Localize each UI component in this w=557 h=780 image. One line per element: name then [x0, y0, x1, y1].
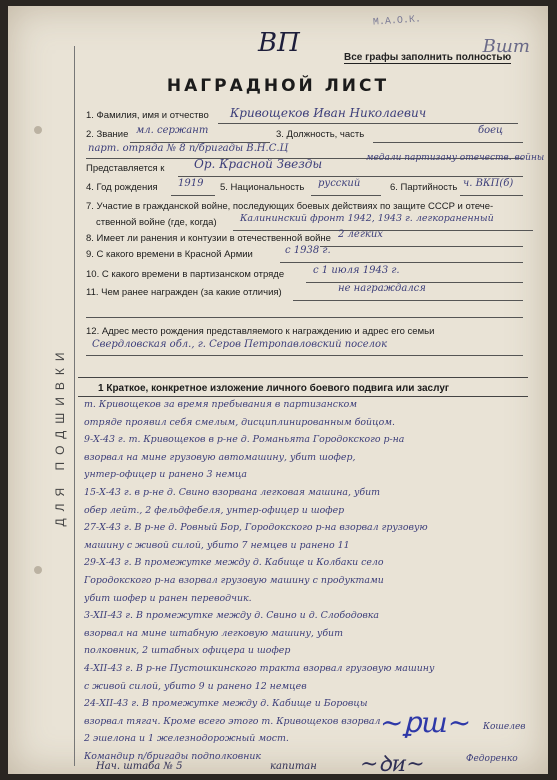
- field-12-line: [86, 355, 523, 356]
- field-10-label: 10. С какого времени в партизанском отряде: [86, 269, 285, 280]
- corner-code: Вшт: [482, 36, 530, 57]
- narrative-line: 2 эшелона и 1 железнодорожный мост.: [84, 733, 289, 745]
- narrative-line: 24-ХII-43 г. В промежутке между д. Кабище и Боровцы: [84, 698, 368, 710]
- commander-name: Кошелев: [483, 722, 526, 732]
- narrative-line: Городокского р-на взорвал грузовую машину с продуктами: [84, 574, 384, 586]
- present-label: Представляется к: [86, 163, 165, 174]
- document-title: НАГРАДНОЙ ЛИСТ: [166, 76, 390, 96]
- narrative-line: 3-ХII-43 г. В промежутке между д. Свино и д. Слободовка: [84, 610, 379, 622]
- field-5-value: русский: [318, 178, 361, 189]
- field-10-value: с 1 июля 1943 г.: [313, 265, 400, 276]
- field-6-value: ч. ВКП(б): [463, 178, 514, 189]
- narrative-line: 15-Х-43 г. в р-не д. Свино взорвана легковая машина, убит: [84, 486, 381, 498]
- field-3-line: [373, 142, 523, 143]
- narrative-line: унтер-офицер и ранено 3 немца: [84, 469, 248, 481]
- stamp-vii: ВП: [258, 28, 300, 58]
- binding-margin-line: [74, 46, 75, 766]
- field-6-label: 6. Партийность: [390, 182, 458, 193]
- narrative-line: 27-Х-43 г. В р-не д. Ровный Бор, Городокского р-на взорвал грузовую: [84, 522, 428, 534]
- present-value-2: медали партизану отечеств. войны: [366, 153, 545, 163]
- commander-signature: ~ꝑш~: [380, 706, 472, 739]
- field-11-label: 11. Чем ранее награжден (за какие отличия): [86, 287, 282, 298]
- field-11-line: [293, 300, 523, 301]
- narrative-line: убит шофер и ранен переводчик.: [84, 592, 252, 604]
- field-11-line2: [86, 317, 523, 318]
- narrative-line: обер лейт., 2 фельдфебеля, унтер-офицер и шофер: [84, 504, 345, 516]
- field-7-value: Калининский фронт 1942, 1943 г. легкораненный: [240, 213, 494, 224]
- field-5-label: 5. Национальность: [220, 182, 305, 193]
- field-12-label: 12. Адрес место рождения представляемого к награждению и адрес его семьи: [86, 326, 435, 337]
- field-9-value: с 1938 г.: [285, 245, 331, 256]
- field-7-label: 7. Участие в гражданской войне, последующих боевых действиях по защите СССР и отече-: [86, 201, 494, 212]
- chief-name: Федоренко: [466, 754, 518, 764]
- award-sheet: [8, 6, 548, 774]
- chief-signature: ~ꝺᴎ~: [360, 752, 425, 774]
- narrative-line: 9-Х-43 г. т. Кривощеков в р-не д. Романьята Городокского р-на: [84, 434, 405, 446]
- field-7-label-b: ственной войне (где, когда): [96, 217, 217, 228]
- field-1-label: 1. Фамилия, имя и отчество: [86, 110, 209, 121]
- chief-of-staff-rank: капитан: [270, 761, 317, 772]
- fill-all-warning: Все графы заполнить полностью: [344, 52, 512, 63]
- field-7-line: [233, 230, 533, 231]
- field-6-line: [460, 195, 523, 196]
- field-9-line: [280, 262, 523, 263]
- field-2-label: 2. Звание: [86, 129, 129, 140]
- narrative-line: 4-ХII-43 г. В р-не Пустошкинского тракта взорвал грузовую машину: [84, 662, 435, 674]
- chief-of-staff-label: Нач. штаба № 5: [96, 761, 183, 772]
- present-value: Ор. Красной Звезды: [194, 157, 323, 171]
- punch-hole: [34, 566, 42, 574]
- narrative-line: 29-Х-43 г. В промежутке между д. Кабище и Колбаки село: [84, 557, 384, 569]
- field-1-line: [218, 123, 518, 124]
- field-1-value: Кривощеков Иван Николаевич: [230, 106, 427, 120]
- field-3-label: 3. Должность, часть: [276, 129, 365, 140]
- field-3-value: боец: [478, 125, 504, 136]
- narrative-line: взорвал на мине грузовую автомашину, убит шофер,: [84, 451, 356, 463]
- punch-hole: [34, 126, 42, 134]
- top-stamp: М.А.О.К.: [372, 14, 422, 29]
- field-8-line: [320, 246, 523, 247]
- narrative-line: взорвал на мине штабную легковую машину, убит: [84, 627, 343, 639]
- present-line: [178, 176, 523, 177]
- section-rule-top: [78, 377, 528, 378]
- narrative-line: Командир п/бригады подполковник: [84, 750, 262, 762]
- field-4-value: 1919: [178, 178, 204, 189]
- field-11-value: не награждался: [338, 283, 426, 294]
- field-4-line: [171, 195, 215, 196]
- field-2-value: мл. сержант: [136, 125, 209, 136]
- narrative-line: взорвал тягач. Кроме всего этого т. Кривощеков взорвал: [84, 715, 381, 727]
- field-4-label: 4. Год рождения: [86, 182, 158, 193]
- section-title: 1 Краткое, конкретное изложение личного боевого подвига или заслуг: [98, 383, 450, 394]
- narrative-line: с живой силой, убито 9 и ранено 12 немцев: [84, 680, 307, 692]
- narrative-line: машину с живой силой, убито 7 немцев и ранено 11: [84, 539, 350, 551]
- field-3-value2: парт. отряда № 8 п/бригады В.Н.С.Ц: [88, 143, 289, 154]
- field-12-value: Свердловская обл., г. Серов Петропавловский поселок: [92, 339, 388, 350]
- field-8-label: 8. Имеет ли ранения и контузии в отечественной войне: [86, 233, 331, 244]
- narrative-line: полковник, 2 штабных офицера и шофер: [84, 645, 291, 657]
- field-9-label: 9. С какого времени в Красной Армии: [86, 249, 253, 260]
- narrative-line: отряде проявил себя смелым, дисциплинированным бойцом.: [84, 416, 396, 428]
- narrative-line: т. Кривощеков за время пребывания в партизанском: [84, 399, 358, 410]
- field-8-value: 2 легких: [338, 229, 383, 240]
- binding-margin-label: ДЛЯ ПОДШИВКИ: [53, 345, 67, 527]
- field-5-line: [311, 195, 381, 196]
